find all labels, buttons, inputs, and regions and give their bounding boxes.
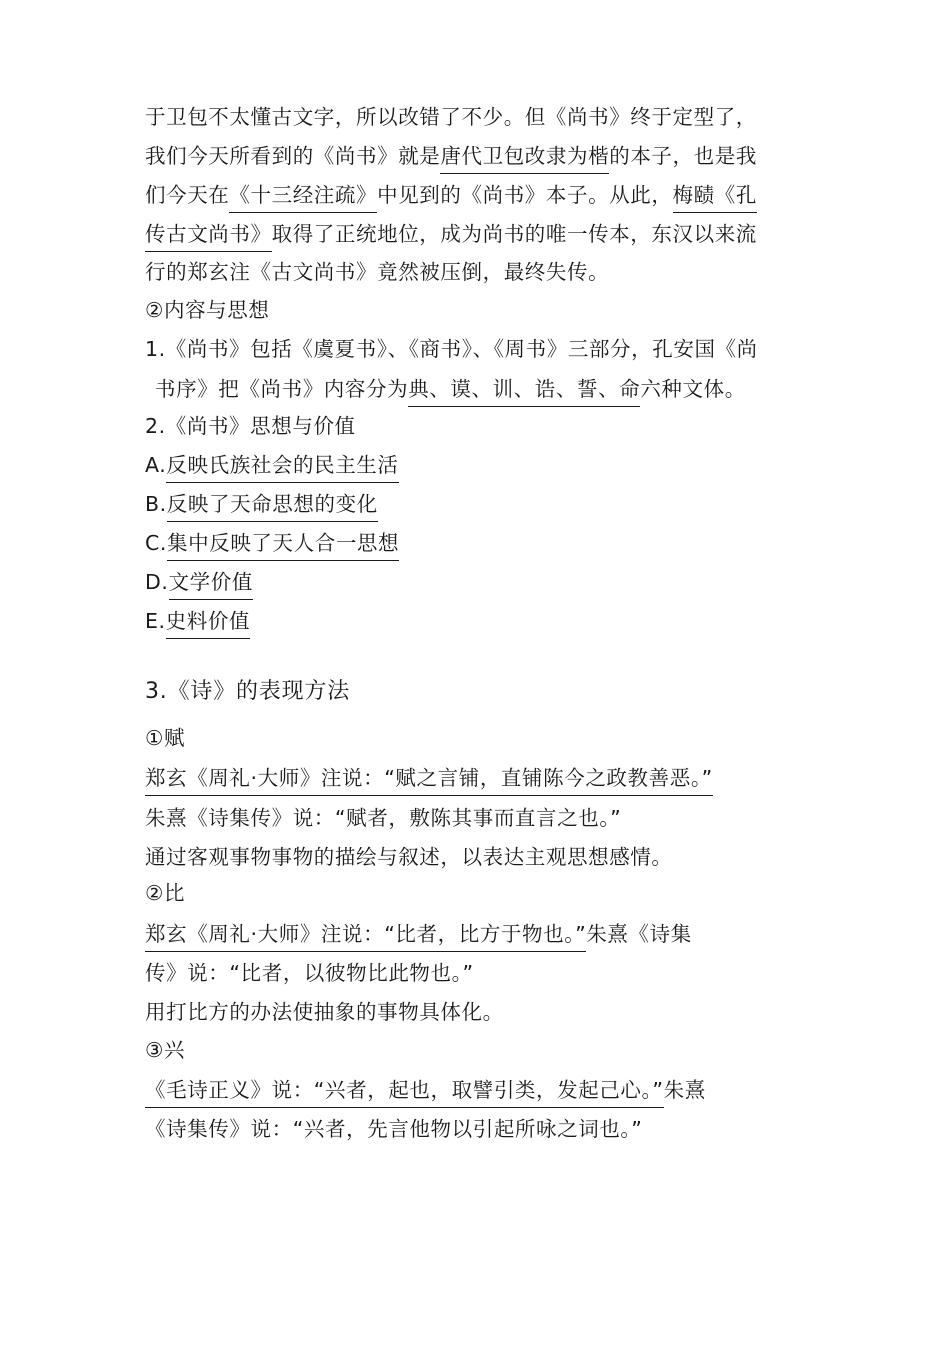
xing-quote2: 《诗集传》说：“兴者，先言他物以引起所咏之词也。” bbox=[145, 1117, 643, 1141]
section2-title: ②内容与思想 bbox=[145, 298, 270, 322]
underlined-phrase: 《十三经注疏》 bbox=[229, 183, 377, 213]
section3-title: 3.《诗》的表现方法 bbox=[145, 679, 350, 704]
value-item-e: E.史料价值 bbox=[145, 608, 250, 634]
para1-line4: 传古文尚书》取得了正统地位，成为尚书的唯一传本，东汉以来流 bbox=[145, 221, 757, 247]
value-item-b: B.反映了天命思想的变化 bbox=[145, 491, 378, 517]
underlined-phrase: 典、谟、训、诰、誓、命 bbox=[408, 377, 640, 407]
fu-title: ①赋 bbox=[145, 726, 186, 750]
value-item-c: C.集中反映了天人合一思想 bbox=[145, 530, 399, 556]
bi-quote2: 传》说：“比者，以彼物比此物也。” bbox=[145, 961, 474, 985]
para1-line3: 们今天在《十三经注疏》中见到的《尚书》本子。从此，梅赜《孔 bbox=[145, 182, 757, 208]
fu-quote2: 朱熹《诗集传》说：“赋者，敷陈其事而直言之也。” bbox=[145, 806, 622, 830]
bi-explanation: 用打比方的办法使抽象的事物具体化。 bbox=[145, 1000, 504, 1024]
para1-line1: 于卫包不太懂古文字，所以改错了不少。但《尚书》终于定型了， bbox=[145, 105, 757, 129]
section2-item1-line1: 1.《尚书》包括《虞夏书》、《商书》、《周书》三部分，孔安国《尚 bbox=[145, 337, 758, 361]
value-item-a: A.反映氏族社会的民主生活 bbox=[145, 452, 399, 478]
underlined-phrase: 梅赜《孔 bbox=[673, 183, 757, 213]
bi-quote1: 郑玄《周礼·大师》注说：“比者，比方于物也。”朱熹《诗集 bbox=[145, 921, 692, 947]
underlined-phrase: 传古文尚书》 bbox=[145, 222, 272, 252]
xing-title: ③兴 bbox=[145, 1038, 186, 1062]
underlined-phrase: 唐代卫包改隶为楷 bbox=[440, 144, 609, 174]
para1-line5: 行的郑玄注《古文尚书》竟然被压倒，最终失传。 bbox=[145, 260, 610, 284]
section2-item2: 2.《尚书》思想与价值 bbox=[145, 414, 356, 438]
para1-line2: 我们今天所看到的《尚书》就是唐代卫包改隶为楷的本子，也是我 bbox=[145, 143, 757, 169]
xing-quote1: 《毛诗正义》说：“兴者，起也，取譬引类，发起己心。”朱熹 bbox=[145, 1077, 706, 1103]
value-item-d: D.文学价值 bbox=[145, 569, 253, 595]
fu-explanation: 通过客观事物事物的描绘与叙述，以表达主观思想感情。 bbox=[145, 845, 673, 869]
bi-title: ②比 bbox=[145, 881, 186, 905]
fu-quote1: 郑玄《周礼·大师》注说：“赋之言铺，直铺陈今之政教善恶。” bbox=[145, 765, 713, 791]
section2-item1-line2: 书序》把《尚书》内容分为典、谟、训、诰、誓、命六种文体。 bbox=[155, 376, 746, 402]
